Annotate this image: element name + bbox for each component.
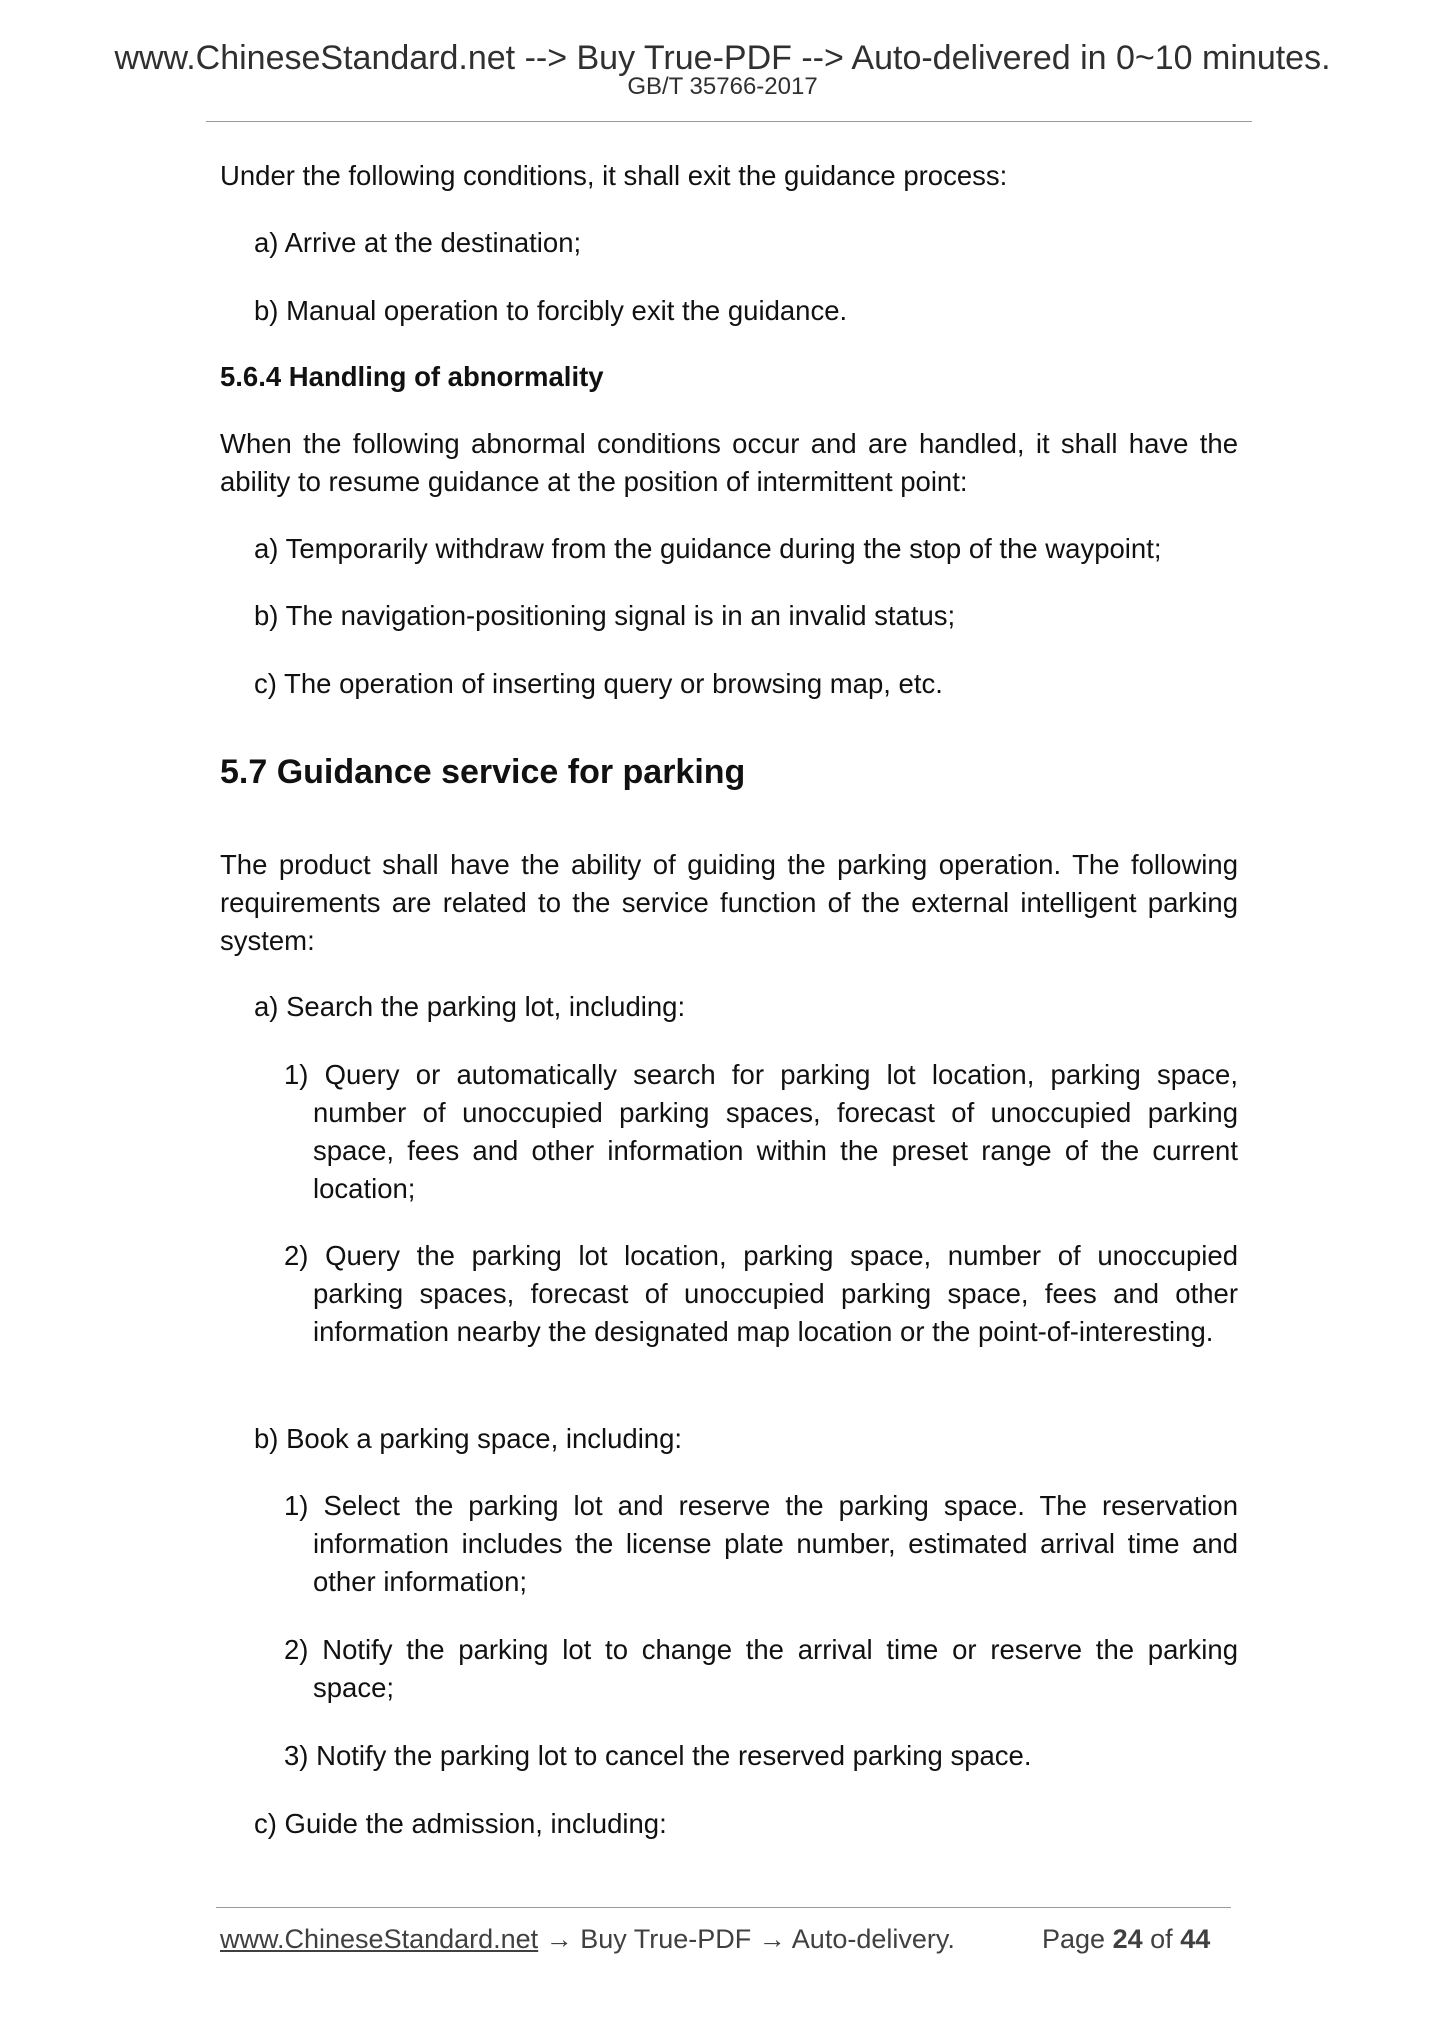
page-number: [1042, 1922, 1210, 1956]
arrow-right-icon: →: [758, 1924, 786, 1954]
parking-item-c: c) Guide the admission, including:: [254, 1808, 667, 1839]
parking-item-b: b) Book a parking space, including:: [254, 1423, 683, 1454]
arrow-right-icon: →: [545, 1924, 573, 1954]
parking-item-a1: 1) Query or automatically search for parking lot location, parking space, number of unoccupied parking spaces, forecast of unoccupied parking space, fees and other information within the preset range of the current location;: [284, 1059, 1238, 1204]
auto-delivery-text: Auto-delivery.: [791, 1924, 955, 1954]
parking-item-b2: 2) Notify the parking lot to change the arrival time or reserve the parking space;: [284, 1634, 1238, 1703]
exit-item-b: b) Manual operation to forcibly exit the guidance.: [254, 295, 848, 326]
abnormality-item-c: c) The operation of inserting query or browsing map, etc.: [254, 668, 943, 699]
abnormality-intro: When the following abnormal conditions occur and are handled, it shall have the ability to resume guidance at the position of intermittent point:: [220, 428, 1238, 497]
footer-links: [220, 1922, 955, 1956]
page-current: 24: [1112, 1924, 1143, 1954]
site-link[interactable]: www.ChineseStandard.net: [220, 1924, 539, 1954]
abnormality-item-a: a) Temporarily withdraw from the guidance during the stop of the waypoint;: [254, 533, 1162, 564]
parking-item-b1: 1) Select the parking lot and reserve the parking space. The reservation information includes the license plate number, estimated arrival time and other information;: [284, 1490, 1238, 1597]
section-heading-5-6-4: 5.6.4 Handling of abnormality: [220, 361, 604, 392]
page-of-label: of: [1150, 1924, 1173, 1954]
parking-intro: The product shall have the ability of guiding the parking operation. The following requirements are related to the service function of the external intelligent parking system:: [220, 849, 1238, 956]
section-heading-5-7: 5.7 Guidance service for parking: [220, 753, 746, 791]
footer-divider: [216, 1907, 1231, 1908]
header-divider: [206, 121, 1252, 122]
exit-intro: Under the following conditions, it shall exit the guidance process:: [220, 160, 1008, 191]
page-total: 44: [1180, 1924, 1211, 1954]
abnormality-item-b: b) The navigation-positioning signal is in an invalid status;: [254, 600, 956, 631]
site-banner: www.ChineseStandard.net --> Buy True-PDF --> Auto-delivered in 0~10 minutes.: [114, 39, 1331, 77]
standard-number: GB/T 35766-2017: [627, 73, 818, 100]
parking-item-a: a) Search the parking lot, including:: [254, 991, 686, 1022]
parking-item-a2: 2) Query the parking lot location, parking space, number of unoccupied parking spaces, forecast of unoccupied parking space, fees and other information nearby the designated map location or the point-of-interesting.: [284, 1240, 1238, 1347]
buy-true-pdf-text: Buy True-PDF: [580, 1924, 752, 1954]
exit-item-a: a) Arrive at the destination;: [254, 227, 582, 258]
page-label: Page: [1042, 1924, 1106, 1954]
parking-item-b3: 3) Notify the parking lot to cancel the reserved parking space.: [284, 1740, 1032, 1771]
